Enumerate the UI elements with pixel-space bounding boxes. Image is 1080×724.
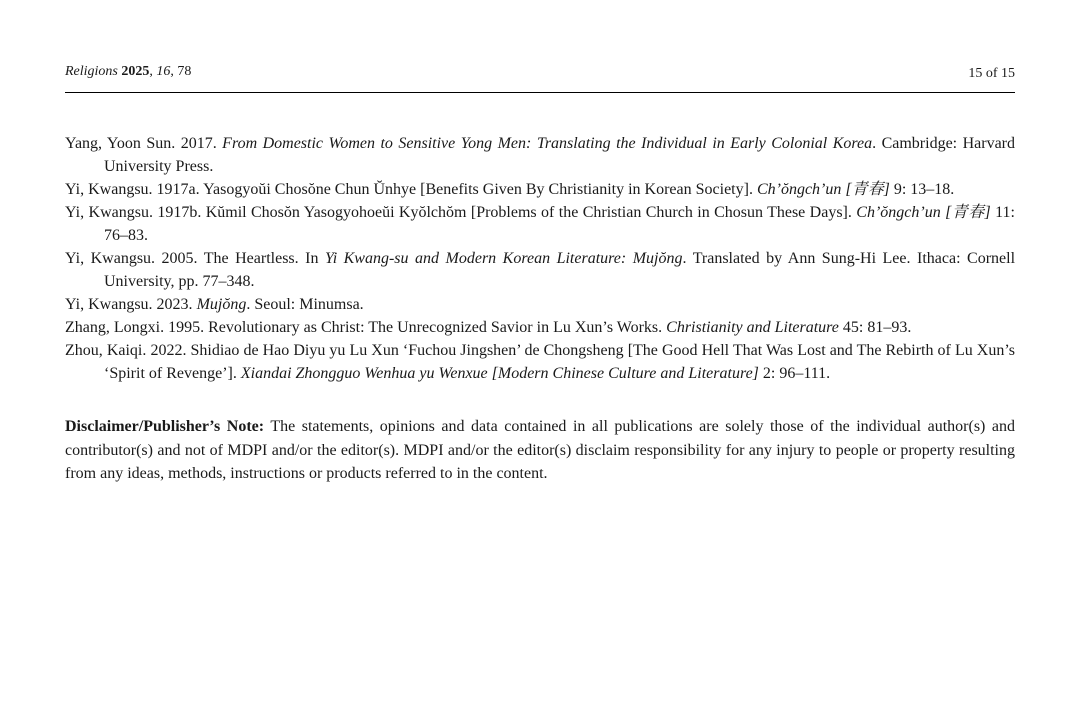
reference-entry — [65, 316, 1015, 339]
reference-entry — [65, 178, 1015, 201]
journal-year: 2025 — [121, 64, 150, 79]
reference-text: Yi, Kwangsu. 1917a. Yasogyoŭi Chosŏne Chun Ŭnhye [Benefits Given By Christianity in Korean Society]. — [65, 181, 757, 198]
reference-title: Ch’ŏngch’un [青春] — [856, 204, 991, 221]
reference-entry — [65, 339, 1015, 385]
reference-entry — [65, 201, 1015, 247]
reference-details: 9: 13–18. — [889, 181, 955, 198]
reference-details: . Seoul: Minumsa. — [246, 296, 364, 313]
reference-title: Yi Kwang-su and Modern Korean Literature: Mujŏng — [324, 250, 683, 267]
journal-volume: 16 — [156, 64, 171, 79]
reference-details: 2: 96–111. — [758, 365, 831, 382]
reference-text: Zhang, Longxi. 1995. Revolutionary as Christ: The Unrecognized Savior in Lu Xun’s Works. — [65, 319, 667, 336]
running-header — [65, 64, 1015, 84]
reference-title: From Domestic Women to Sensitive Yong Men: Translating the Individual in Early Colonial Korea — [222, 135, 873, 152]
publisher-disclaimer — [65, 415, 1015, 486]
article-number: 78 — [177, 64, 192, 79]
disclaimer-label: Disclaimer/Publisher’s Note: — [65, 418, 265, 435]
page-number: 15 of 15 — [968, 66, 1015, 81]
reference-entry — [65, 293, 1015, 316]
reference-title: Xiandai Zhongguo Wenhua yu Wenxue [Modern Chinese Culture and Literature] — [240, 365, 759, 382]
reference-title: Christianity and Literature — [666, 319, 839, 336]
journal-name: Religions — [65, 64, 118, 79]
reference-text: Yi, Kwangsu. 1917b. Kŭmil Chosŏn Yasogyohoeŭi Kyŏlchŏm [Problems of the Christian Church in Chosun These Days]. — [65, 204, 857, 221]
reference-text: Yang, Yoon Sun. 2017. — [65, 135, 223, 152]
reference-text: Yi, Kwangsu. 2005. The Heartless. In — [65, 250, 325, 267]
reference-entry — [65, 247, 1015, 293]
reference-details: 11: 76–83. — [104, 204, 1015, 244]
disclaimer-text: The statements, opinions and data contained in all publications are solely those of the individual author(s) and contributor(s) and not of MDPI and/or the editor(s). MDPI and/or the editor(s) disclaim responsibility for any injury to people or property resulting from any ideas, methods, instructions or products referred to in the content. — [65, 418, 1015, 482]
reference-details: . Translated by Ann Sung-Hi Lee. Ithaca: Cornell University, pp. 77–348. — [104, 250, 1016, 290]
reference-details: . Cambridge: Harvard University Press. — [104, 135, 1016, 175]
reference-list — [65, 132, 1015, 385]
reference-title: Ch’ŏngch’un [青春] — [756, 181, 890, 198]
header-rule — [65, 92, 1015, 93]
reference-text: Zhou, Kaiqi. 2022. Shidiao de Hao Diyu yu Lu Xun ‘Fuchou Jingshen’ de Chongsheng [The Good Hell That Was Lost and The Rebirth of Lu Xun’s ‘Spirit of Revenge’]. — [65, 342, 1015, 382]
journal-citation: Religions 2025, 16, 78 — [65, 64, 192, 79]
reference-title: Mujŏng — [196, 296, 247, 313]
reference-text: Yi, Kwangsu. 2023. — [65, 296, 197, 313]
reference-entry — [65, 132, 1015, 178]
reference-details: 45: 81–93. — [838, 319, 912, 336]
